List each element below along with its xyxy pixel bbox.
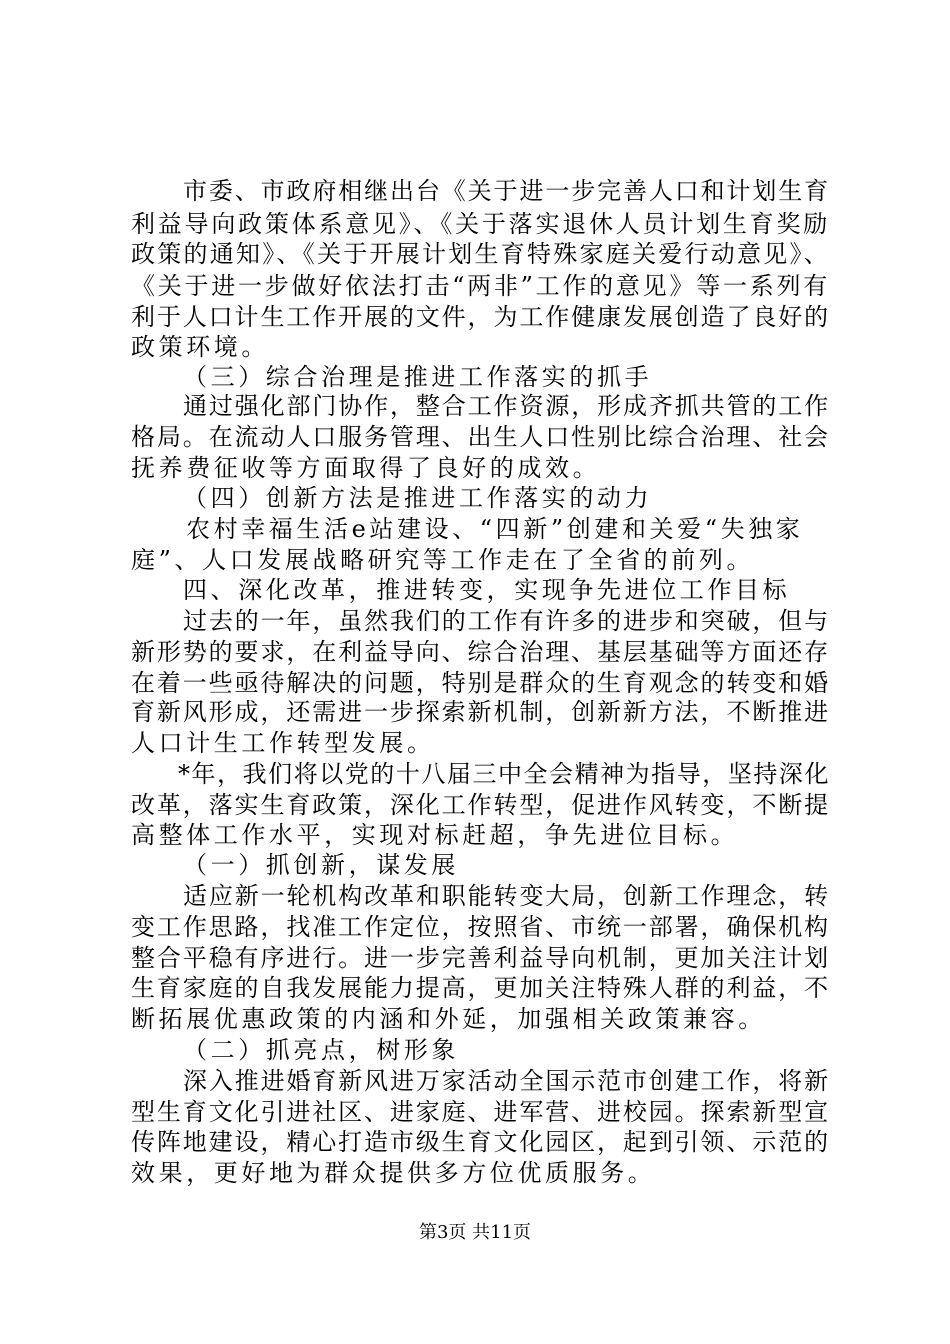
paragraph-line: 型生育文化引进社区、进家庭、进军营、进校园。探索新型宣 — [131, 1097, 830, 1126]
section-heading: （二）抓亮点，树形象 — [183, 1035, 459, 1064]
paragraph-line: 育新风形成，还需进一步探索新机制，创新新方法，不断推进 — [131, 698, 830, 727]
paragraph-line: 传阵地建设，精心打造市级生育文化园区，起到引领、示范的 — [131, 1128, 830, 1157]
paragraph-line: 在着一些亟待解决的问题，特别是群众的生育观念的转变和婚 — [131, 668, 830, 697]
paragraph-line: *年，我们将以党的十八届三中全会精神为指导，坚持深化 — [178, 759, 830, 788]
paragraph-line: 深入推进婚育新风进万家活动全国示范市创建工作，将新 — [183, 1066, 830, 1095]
paragraph-line: 市委、市政府相继出台《关于进一步完善人口和计划生育 — [183, 177, 830, 205]
section-heading: （一）抓创新，谋发展 — [183, 851, 459, 880]
paragraph-line: 整合平稳有序进行。进一步完善利益导向机制，更加关注计划 — [131, 943, 830, 972]
section-heading: （三）综合治理是推进工作落实的抓手 — [183, 362, 653, 391]
paragraph-line: 《关于进一步做好依法打击“两非”工作的意见》等一系列有 — [131, 272, 830, 300]
section-heading: （四）创新方法是推进工作落实的动力 — [183, 483, 653, 512]
paragraph-line: 庭”、人口发展战略研究等工作走在了全省的前列。 — [131, 546, 755, 575]
paragraph-line: 人口计生工作转型发展。 — [131, 729, 435, 758]
paragraph-line: 抚养费征收等方面取得了良好的成效。 — [131, 454, 601, 482]
paragraph-line: 高整体工作水平，实现对标赶超，争先进位目标。 — [131, 821, 739, 850]
paragraph-line: 政策的通知》、《关于开展计划生育特殊家庭关爱行动意见》、 — [131, 240, 830, 269]
paragraph-line: 适应新一轮机构改革和职能转变大局，创新工作理念，转 — [183, 882, 830, 910]
section-heading: 四、深化改革，推进转变，实现争先进位工作目标 — [183, 576, 791, 605]
paragraph-line: 政策环境。 — [131, 332, 269, 361]
paragraph-line: 格局。在流动人口服务管理、出生人口性别比综合治理、社会 — [131, 423, 830, 452]
paragraph-line: 利于人口计生工作开展的文件，为工作健康发展创造了良好的 — [131, 302, 830, 331]
paragraph-line: 改革，落实生育政策，深化工作转型，促进作风转变，不断提 — [131, 790, 830, 819]
paragraph-line: 农村幸福生活e站建设、“四新”创建和关爱“失独家 — [186, 514, 804, 543]
paragraph-line: 过去的一年，虽然我们的工作有许多的进步和突破，但与 — [183, 606, 830, 635]
paragraph-line: 断拓展优惠政策的内涵和外延，加强相关政策兼容。 — [131, 1005, 766, 1034]
paragraph-line: 新形势的要求，在利益导向、综合治理、基层基础等方面还存 — [131, 637, 830, 666]
page-number-footer: 第3页 共11页 — [418, 1222, 532, 1243]
paragraph-line: 变工作思路，找准工作定位，按照省、市统一部署，确保机构 — [131, 912, 830, 941]
paragraph-line: 利益导向政策体系意见》、《关于落实退休人员计划生育奖励 — [131, 209, 830, 238]
paragraph-line: 效果，更好地为群众提供多方位优质服务。 — [131, 1159, 656, 1187]
paragraph-line: 生育家庭的自我发展能力提高，更加关注特殊人群的利益，不 — [131, 974, 830, 1003]
paragraph-line: 通过强化部门协作，整合工作资源，形成齐抓共管的工作 — [183, 392, 830, 421]
